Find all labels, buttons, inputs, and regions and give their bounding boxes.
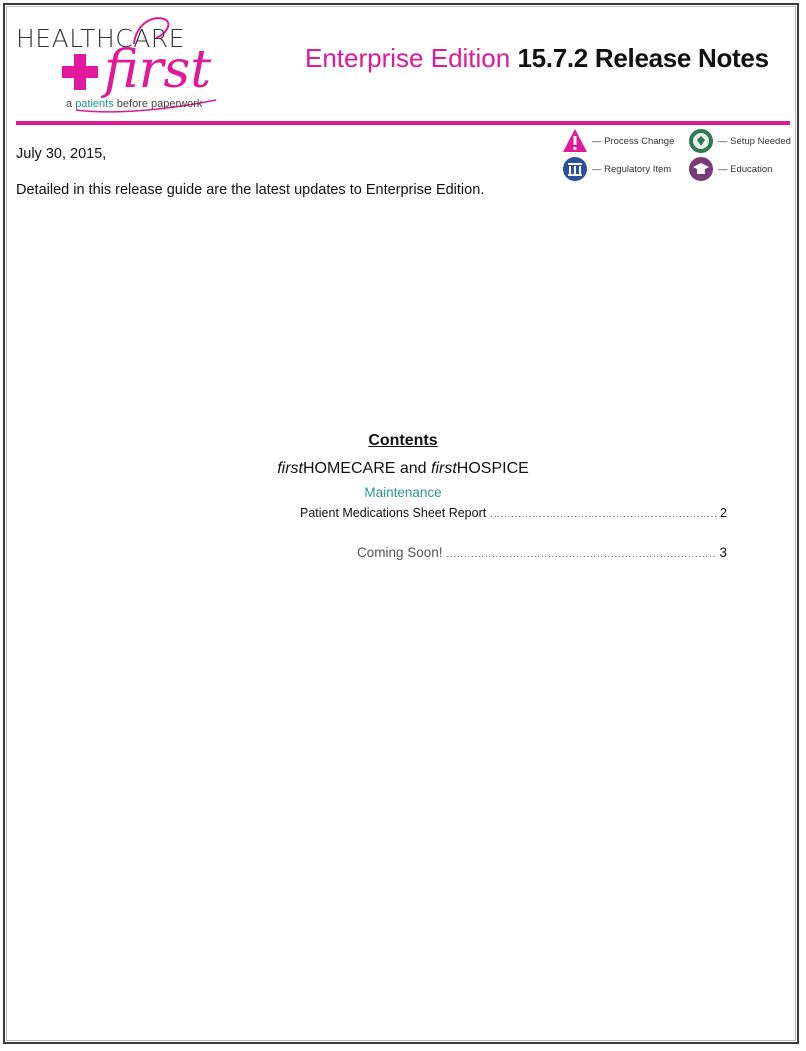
logo-first-text: first xyxy=(104,40,212,100)
legend-education xyxy=(688,156,772,182)
section-text-b: HOSPICE xyxy=(456,460,529,477)
plus-icon xyxy=(60,52,100,92)
tagline-part-a: a xyxy=(66,98,76,110)
document-title xyxy=(305,43,769,74)
tagline-highlight: patients xyxy=(75,98,114,110)
regulatory-icon xyxy=(562,156,588,182)
contents-heading xyxy=(0,432,806,450)
toc-page-number: 2 xyxy=(720,506,727,520)
toc-page-number: 3 xyxy=(719,545,727,560)
tagline-part-b: before paperwork xyxy=(113,98,203,110)
contents-heading-text: Contents xyxy=(368,432,438,449)
legend-label: — Setup Needed xyxy=(718,135,791,147)
legend-label: — Regulatory Item xyxy=(592,163,672,175)
toc-leader-dots xyxy=(447,545,716,560)
legend-label: — Process Change xyxy=(592,135,675,147)
toc-leader-dots xyxy=(490,506,716,520)
title-edition: Enterprise Edition xyxy=(305,43,511,73)
header-divider xyxy=(16,121,790,125)
setup-icon xyxy=(688,128,714,154)
section-heading xyxy=(0,460,806,478)
toc-entry-label: Coming Soon! xyxy=(357,545,443,560)
logo-healthcare-text: HEALTHCARE xyxy=(16,24,185,53)
legend-setup-needed xyxy=(688,128,791,154)
icon-legend xyxy=(560,128,796,184)
logo-tagline xyxy=(66,98,202,110)
section-italic-a: first xyxy=(277,460,303,477)
warning-icon xyxy=(562,128,588,154)
legend-process-change xyxy=(562,128,674,154)
healthcare-first-logo xyxy=(16,14,278,114)
intro-text: Detailed in this release guide are the latest updates to Enterprise Edition. xyxy=(16,182,485,198)
toc-entry-coming-soon[interactable] xyxy=(357,545,727,560)
section-italic-b: first xyxy=(431,460,457,477)
legend-label: — Education xyxy=(718,163,773,175)
toc-entry-label: Patient Medications Sheet Report xyxy=(300,506,487,520)
legend-regulatory-item xyxy=(562,156,671,182)
release-date: July 30, 2015, xyxy=(16,146,107,162)
toc-entry-medications-report[interactable] xyxy=(300,506,727,520)
section-text-a: HOMECARE and xyxy=(302,460,432,477)
title-release: 15.7.2 Release Notes xyxy=(517,43,769,73)
maintenance-subheading: Maintenance xyxy=(364,485,442,500)
education-icon xyxy=(688,156,714,182)
